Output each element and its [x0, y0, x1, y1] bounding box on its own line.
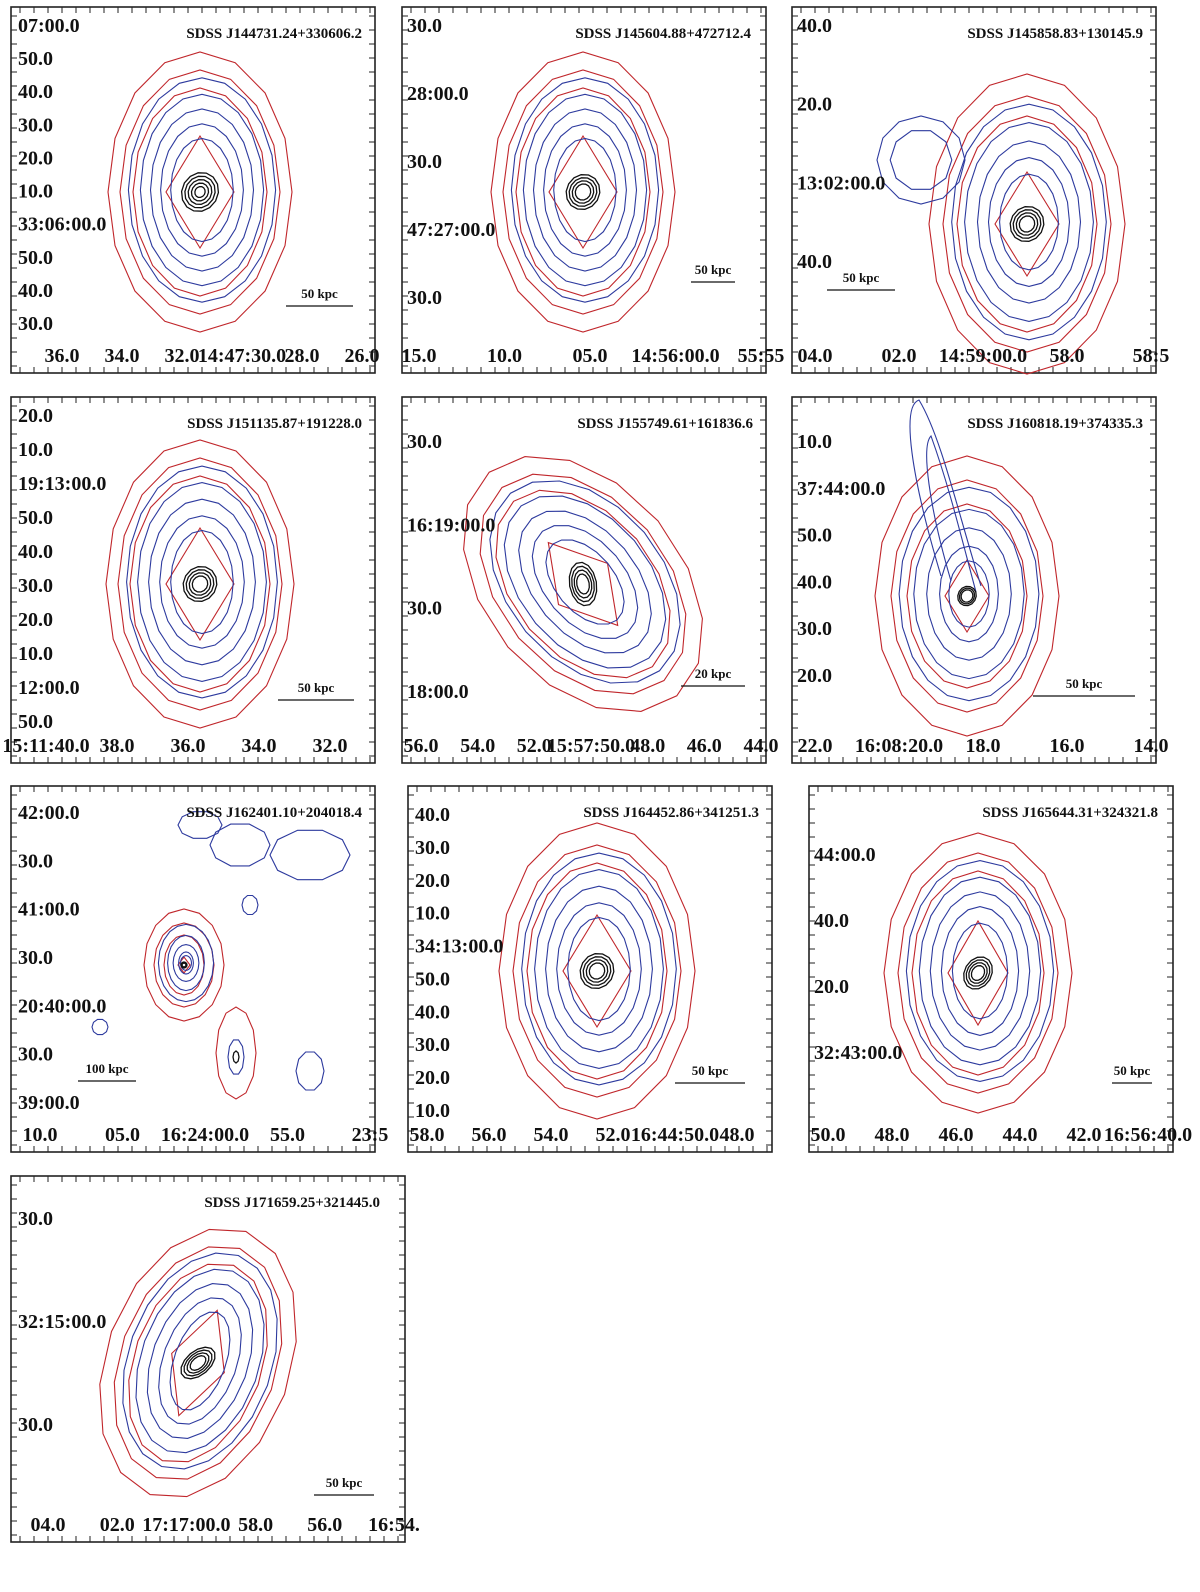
plot-frame	[402, 397, 766, 763]
x-tick-label: 14:59:00.0	[938, 345, 1028, 367]
red-contour-secondary	[216, 1007, 256, 1099]
red-contour	[907, 504, 1027, 688]
y-tick-label: 16:19:00.0	[407, 514, 496, 537]
blue-contour	[140, 94, 263, 285]
red-contour-core	[945, 560, 989, 632]
y-tick-label: 10.0	[18, 439, 53, 461]
black-contour	[186, 570, 214, 598]
contour-panel-5	[401, 396, 779, 764]
contour-plot	[10, 785, 389, 1153]
black-contour	[192, 576, 207, 592]
x-tick-label: 44.0	[743, 735, 779, 757]
x-tick-label: 15:57:50.0	[546, 735, 636, 757]
panel-title: SDSS J165644.31+324321.8	[982, 805, 1158, 821]
scale-bar-label: 50 kpc	[842, 270, 880, 285]
contour-plot	[2, 396, 376, 764]
y-tick-label: 30.0	[18, 1043, 53, 1066]
blue-contour	[535, 870, 664, 1069]
blue-contour	[138, 483, 267, 682]
contours	[108, 52, 292, 332]
blue-contour	[906, 861, 1053, 1082]
red-contour	[513, 845, 681, 1097]
contour-plot	[791, 6, 1170, 374]
contours	[464, 457, 703, 712]
x-tick-label: 54.0	[460, 735, 496, 757]
y-tick-label: 12:00.0	[18, 677, 80, 699]
blue-contour	[914, 509, 1024, 678]
y-tick-label: 37:44:00.0	[797, 477, 886, 500]
black-contour-secondary	[233, 1051, 239, 1063]
x-tick-label: 23:5	[351, 1124, 389, 1146]
x-tick-label: 46.0	[686, 735, 722, 757]
black-contour	[192, 183, 209, 201]
y-tick-label: 40.0	[415, 804, 450, 826]
black-contour	[1010, 207, 1044, 242]
x-tick-label: 05.0	[572, 345, 608, 367]
x-tick-label: 48.0	[719, 1124, 755, 1146]
y-tick-label: 10.0	[18, 180, 53, 203]
x-tick-label: 26.0	[344, 345, 380, 367]
contour-plot	[808, 785, 1193, 1153]
x-tick-label: 14:56:00.0	[631, 345, 720, 367]
red-contour	[499, 823, 695, 1119]
red-contour-core	[178, 957, 190, 973]
black-contour	[1013, 210, 1041, 238]
x-tick-label: 32.0	[312, 735, 348, 757]
contour-panel-6	[791, 396, 1169, 764]
red-contour	[129, 1264, 267, 1461]
blue-contour	[899, 487, 1039, 700]
axis-ticks	[809, 786, 1173, 1152]
y-tick-label: 30.0	[407, 15, 442, 37]
scale-bar-label: 50 kpc	[325, 1475, 363, 1490]
plot-frame	[809, 786, 1173, 1152]
y-tick-label: 30.0	[18, 947, 53, 969]
blue-contour	[568, 918, 631, 1021]
blue-contour	[1000, 174, 1059, 270]
y-tick-label: 39:00.0	[18, 1092, 80, 1114]
y-tick-label: 30.0	[18, 850, 53, 873]
contours	[106, 440, 294, 728]
x-tick-label: 52.0	[516, 735, 552, 757]
contours	[491, 52, 675, 332]
red-contour-core	[166, 528, 234, 640]
x-tick-label: 52.0	[595, 1124, 631, 1146]
black-contour	[183, 567, 217, 602]
red-contour	[912, 871, 1044, 1075]
black-contour	[572, 566, 594, 601]
blue-contour-noise	[270, 830, 350, 879]
y-tick-label: 13:02:00.0	[797, 172, 886, 195]
blue-contour-noise	[242, 896, 258, 915]
red-contour	[108, 52, 292, 332]
blue-contour	[534, 109, 637, 271]
contour-panel-7	[10, 785, 389, 1153]
y-tick-label: 30.0	[18, 313, 53, 335]
contours	[100, 1229, 296, 1496]
y-tick-label: 50.0	[18, 48, 53, 71]
blue-contour	[149, 499, 256, 665]
contour-panel-9	[808, 785, 1193, 1153]
scale-bar-label: 50 kpc	[297, 680, 335, 695]
y-tick-label: 30.0	[407, 151, 442, 173]
black-contour	[182, 173, 219, 211]
contours	[877, 74, 1125, 374]
black-contour	[589, 963, 604, 979]
red-contour	[503, 70, 663, 314]
y-tick-label: 47:27:00.0	[407, 219, 496, 241]
y-tick-label: 20.0	[797, 93, 832, 116]
x-tick-label: 10.0	[22, 1124, 58, 1146]
x-tick-label: 46.0	[938, 1124, 974, 1146]
x-tick-label: 34.0	[104, 345, 140, 367]
x-tick-label: 05.0	[105, 1124, 140, 1146]
y-tick-label: 30.0	[18, 575, 53, 597]
y-tick-label: 33:06:00.0	[18, 213, 107, 236]
y-tick-label: 20.0	[18, 609, 53, 631]
black-contour	[195, 187, 205, 198]
blue-contour	[151, 109, 254, 271]
blue-contour	[554, 139, 617, 242]
y-tick-label: 40.0	[18, 81, 53, 104]
y-tick-label: 40.0	[18, 541, 53, 563]
blue-contour	[523, 94, 646, 285]
red-contour	[898, 853, 1058, 1093]
x-tick-label: 15:11:40.0	[2, 735, 90, 757]
y-tick-label: 10.0	[415, 902, 450, 925]
blue-contour-noise	[296, 1052, 324, 1090]
red-contour-core	[166, 136, 234, 248]
contour-plot	[10, 1175, 420, 1543]
y-tick-label: 44:00.0	[814, 844, 876, 866]
x-tick-label: 16:24:00.0	[160, 1124, 250, 1146]
red-contour	[118, 458, 282, 710]
contours	[884, 833, 1072, 1113]
y-tick-label: 40.0	[797, 251, 832, 273]
axis-ticks	[402, 7, 766, 373]
y-tick-label: 20.0	[18, 147, 53, 170]
x-tick-label: 16.0	[1049, 735, 1085, 757]
blue-contour	[930, 892, 1029, 1050]
blue-contour	[557, 903, 642, 1035]
y-tick-label: 42:00.0	[18, 802, 80, 824]
contour-plot	[10, 6, 380, 374]
y-tick-label: 07:00.0	[18, 15, 80, 37]
x-tick-label: 17:17:00.0	[142, 1514, 231, 1536]
red-contour	[527, 863, 667, 1079]
red-contour-core	[563, 915, 631, 1027]
red-contour	[875, 456, 1059, 736]
panel-title: SDSS J160818.19+374335.3	[967, 416, 1143, 432]
y-tick-label: 50.0	[415, 968, 450, 991]
y-tick-label: 30.0	[18, 1414, 53, 1436]
red-contour	[943, 96, 1111, 352]
panel-title: SDSS J145604.88+472712.4	[575, 26, 751, 42]
black-contour	[185, 176, 215, 207]
black-contour	[569, 562, 596, 605]
contour-panel-10	[10, 1175, 420, 1543]
panel-title: SDSS J162401.10+204018.4	[186, 805, 362, 821]
axis-ticks	[792, 397, 1156, 763]
x-tick-label: 55:55	[737, 345, 785, 367]
panel-title: SDSS J144731.24+330606.2	[186, 26, 362, 42]
blue-contour-noise	[92, 1019, 108, 1034]
x-tick-label: 48.0	[630, 735, 666, 757]
red-contour-core	[172, 1310, 225, 1415]
blue-contour	[504, 496, 665, 668]
red-contour-core	[549, 136, 617, 248]
x-tick-label: 16:56:40.0	[1103, 1124, 1193, 1146]
black-contour	[972, 966, 985, 981]
x-tick-label: 58.0	[409, 1124, 445, 1146]
red-contour	[144, 909, 224, 1021]
x-tick-label: 58.0	[238, 1514, 274, 1536]
x-tick-label: 55.0	[270, 1124, 305, 1146]
y-tick-label: 50.0	[18, 711, 53, 733]
y-tick-label: 32:43:00.0	[814, 1042, 903, 1064]
panel-title: SDSS J145858.83+130145.9	[967, 26, 1143, 42]
x-tick-label: 14:47:30.0	[197, 345, 287, 367]
black-contour	[569, 178, 597, 206]
blue-contour-companion	[890, 131, 952, 190]
y-tick-label: 10.0	[18, 643, 53, 665]
y-tick-label: 18:00.0	[407, 681, 469, 703]
x-tick-label: 16:44:50.0	[630, 1124, 720, 1146]
contours	[499, 823, 695, 1119]
red-contour	[464, 457, 703, 712]
y-tick-label: 20.0	[415, 869, 450, 892]
scale-bar-label: 50 kpc	[301, 286, 338, 301]
y-tick-label: 50.0	[18, 507, 53, 529]
black-contour	[1019, 216, 1034, 232]
red-contour	[491, 52, 675, 332]
y-tick-label: 34:13:00.0	[415, 935, 504, 958]
panel-title: SDSS J151135.87+191228.0	[187, 416, 362, 432]
blue-contour-secondary	[228, 1040, 244, 1074]
plot-frame	[11, 7, 375, 373]
black-contour	[964, 957, 992, 989]
y-tick-label: 40.0	[415, 1001, 450, 1024]
y-tick-label: 30.0	[18, 1208, 53, 1230]
y-tick-label: 20:40:00.0	[18, 995, 107, 1018]
x-tick-label: 18.0	[965, 735, 1001, 757]
scale-bar-label: 50 kpc	[1113, 1063, 1151, 1078]
black-contour	[583, 957, 611, 985]
black-contour	[575, 184, 590, 200]
black-contour	[577, 574, 590, 594]
x-tick-label: 44.0	[1002, 1124, 1038, 1146]
y-tick-label: 20.0	[415, 1067, 450, 1090]
x-tick-label: 04.0	[30, 1514, 66, 1536]
x-tick-label: 14.0	[1133, 735, 1169, 757]
panel-title: SDSS J171659.25+321445.0	[204, 1195, 380, 1211]
scale-bar-label: 50 kpc	[1065, 676, 1103, 691]
blue-contour	[123, 1253, 277, 1469]
contours	[875, 400, 1059, 736]
y-tick-label: 30.0	[797, 618, 832, 641]
x-tick-label: 50.0	[810, 1124, 846, 1146]
blue-contour	[171, 531, 234, 634]
y-tick-label: 20.0	[797, 665, 832, 687]
y-tick-label: 40.0	[797, 571, 832, 594]
blue-contour	[919, 877, 1040, 1065]
y-tick-label: 20.0	[814, 976, 849, 998]
red-contour	[516, 88, 650, 296]
x-tick-label: 10.0	[487, 345, 522, 367]
blue-contour	[522, 853, 677, 1085]
y-tick-label: 32:15:00.0	[18, 1311, 107, 1333]
x-tick-label: 36.0	[44, 345, 80, 367]
axis-ticks	[11, 7, 375, 373]
blue-contour	[952, 923, 1007, 1019]
x-tick-label: 16:54.	[368, 1514, 420, 1536]
x-tick-label: 28.0	[284, 345, 320, 367]
y-tick-label: 30.0	[18, 114, 53, 137]
red-contour	[929, 74, 1125, 374]
y-tick-label: 40.0	[797, 15, 832, 37]
x-tick-label: 02.0	[99, 1514, 135, 1536]
blue-contour	[949, 561, 989, 627]
y-tick-label: 30.0	[407, 287, 442, 309]
y-tick-label: 30.0	[415, 836, 450, 859]
x-tick-label: 38.0	[99, 735, 135, 757]
red-contour	[164, 935, 204, 995]
contour-panel-2	[401, 6, 785, 374]
blue-contour	[127, 466, 278, 698]
blue-contour	[171, 139, 234, 242]
scale-bar-label: 20 kpc	[694, 666, 732, 681]
y-tick-label: 28:00.0	[407, 83, 469, 105]
contour-panel-4	[2, 396, 376, 764]
blue-contour	[160, 516, 245, 648]
axis-ticks	[402, 397, 766, 763]
contour-panel-3	[791, 6, 1170, 374]
red-contour	[120, 70, 280, 314]
y-tick-label: 10.0	[415, 1100, 450, 1122]
x-tick-label: 04.0	[797, 345, 833, 367]
contour-plot	[401, 396, 779, 764]
black-contour	[966, 960, 989, 986]
red-contour	[496, 490, 670, 677]
x-tick-label: 54.0	[533, 1124, 569, 1146]
y-tick-label: 40.0	[18, 279, 53, 302]
black-contour	[580, 954, 614, 989]
black-contour	[961, 590, 973, 602]
y-tick-label: 50.0	[18, 246, 53, 269]
contour-plot	[407, 785, 773, 1153]
red-contour	[133, 88, 267, 296]
y-tick-label: 30.0	[407, 431, 442, 453]
x-tick-label: 56.0	[403, 735, 439, 757]
x-tick-label: 32.0	[164, 345, 200, 367]
x-tick-label: 36.0	[170, 735, 206, 757]
scale-bar-label: 100 kpc	[85, 1061, 129, 1076]
y-tick-label: 50.0	[797, 524, 832, 547]
x-tick-label: 34.0	[241, 735, 277, 757]
x-tick-label: 22.0	[797, 735, 833, 757]
contour-plot	[791, 396, 1169, 764]
x-tick-label: 58.0	[1049, 345, 1085, 367]
x-tick-label: 48.0	[874, 1124, 910, 1146]
y-tick-label: 41:00.0	[18, 898, 80, 921]
x-tick-label: 56.0	[471, 1124, 507, 1146]
x-tick-label: 15.0	[401, 345, 437, 367]
y-tick-label: 30.0	[415, 1034, 450, 1057]
contour-panel-8	[407, 785, 773, 1153]
x-tick-label: 16:08:20.0	[854, 735, 944, 757]
y-tick-label: 10.0	[797, 431, 832, 453]
contour-plot	[401, 6, 785, 374]
x-tick-label: 56.0	[307, 1514, 343, 1536]
black-contour	[182, 963, 186, 967]
blue-contour	[978, 141, 1081, 303]
blue-contour	[136, 1269, 264, 1452]
panel-title: SDSS J164452.86+341251.3	[583, 805, 759, 821]
panel-title: SDSS J155749.61+161836.6	[577, 416, 753, 432]
x-tick-label: 42.0	[1066, 1124, 1102, 1146]
blue-contour	[161, 124, 244, 256]
black-contour	[566, 175, 600, 210]
plot-frame	[402, 7, 766, 373]
y-tick-label: 20.0	[18, 405, 53, 427]
x-tick-label: 02.0	[881, 345, 917, 367]
blue-contour	[952, 104, 1107, 340]
contour-panel-1	[10, 6, 380, 374]
contours	[92, 812, 350, 1099]
plot-frame	[792, 397, 1156, 763]
red-contour	[130, 476, 270, 692]
blue-contour	[546, 886, 653, 1052]
blue-contour	[490, 481, 680, 683]
scale-bar-label: 50 kpc	[691, 1063, 729, 1078]
y-tick-label: 19:13:00.0	[18, 473, 107, 495]
blue-contour	[544, 124, 627, 256]
x-tick-label: 58:5	[1132, 345, 1170, 367]
y-tick-label: 40.0	[814, 910, 849, 932]
scale-bar-label: 50 kpc	[694, 262, 732, 277]
y-tick-label: 30.0	[407, 597, 442, 620]
blue-contour	[965, 123, 1094, 322]
